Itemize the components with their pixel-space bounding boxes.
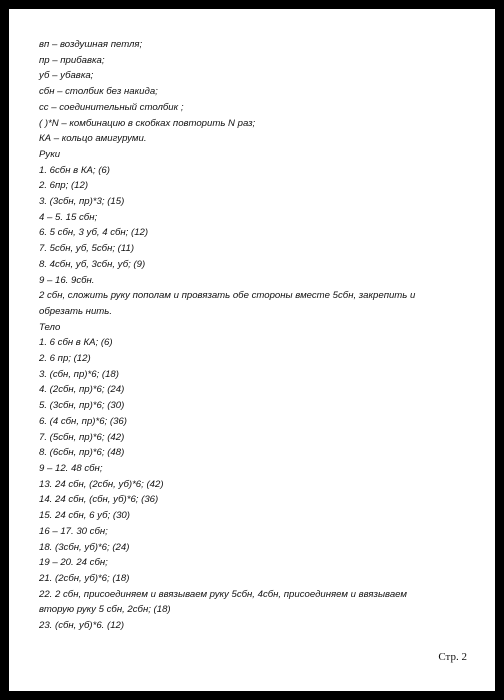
text-line: ( )*N – комбинацию в скобках повторить N раз; — [39, 117, 256, 129]
text-line: вторую руку 5 сбн, 2сбн; (18) — [39, 604, 171, 616]
text-line: 19 – 20. 24 сбн; — [39, 557, 108, 569]
text-line: 8. (6сбн, пр)*6; (48) — [39, 447, 125, 459]
text-line: 6. (4 сбн, пр)*6; (36) — [39, 415, 127, 427]
text-line: 1. 6 сбн в КА; (6) — [39, 337, 113, 349]
text-line: сс – соединительный столбик ; — [39, 101, 184, 113]
text-line: 3. (сбн, пр)*6; (18) — [39, 368, 119, 380]
text-line: 4 – 5. 15 сбн; — [39, 211, 98, 223]
document-page — [9, 9, 495, 691]
text-line: 5. (3сбн, пр)*6; (30) — [39, 400, 125, 412]
text-line: 7. 5сбн, уб, 5сбн; (11) — [39, 243, 135, 255]
text-line: сбн – столбик без накида; — [39, 86, 158, 98]
text-line: КА – кольцо амигуруми. — [39, 133, 147, 145]
text-line: вп – воздушная петля; — [39, 39, 143, 50]
text-line: 23. (сбн, уб)*6. (12) — [39, 620, 125, 632]
text-line: 8. 4сбн, уб, 3сбн, уб; (9) — [39, 258, 146, 270]
text-line: 2. 6пр; (12) — [39, 180, 89, 192]
text-line: 2. 6 пр; (12) — [39, 353, 91, 365]
text-line: 21. (2сбн, уб)*6; (18) — [39, 572, 130, 584]
text-line: пр – прибавка; — [39, 54, 105, 66]
text-line: 13. 24 сбн, (2сбн, уб)*6; (42) — [39, 478, 164, 490]
text-line: 3. (3сбн, пр)*3; (15) — [39, 196, 125, 208]
text-line: 7. (5сбн, пр)*6; (42) — [39, 431, 125, 443]
text-line: 6. 5 сбн, 3 уб, 4 сбн; (12) — [39, 227, 149, 239]
text-line: 15. 24 сбн, 6 уб; (30) — [39, 510, 130, 522]
text-line: Тело — [39, 321, 61, 333]
text-line: 2 сбн, сложить руку пополам и провязать обе стороны вместе 5сбн, закрепить и — [39, 290, 416, 302]
document-body — [39, 37, 475, 634]
text-line: 14. 24 сбн, (сбн, уб)*6; (36) — [39, 494, 159, 506]
text-line: Руки — [39, 148, 61, 160]
text-line: обрезать нить. — [39, 305, 113, 317]
text-line: 16 – 17. 30 сбн; — [39, 525, 108, 537]
text-line: 22. 2 сбн, присоединяем и ввязываем руку 5сбн, 4сбн, присоединяем и ввязываем — [39, 588, 407, 600]
text-line: 9 – 12. 48 сбн; — [39, 462, 103, 474]
text-line: 9 – 16. 9сбн. — [39, 274, 95, 286]
text-line: уб – убавка; — [39, 70, 94, 82]
text-line: 18. (3сбн, уб)*6; (24) — [39, 541, 130, 553]
page-number: Стр. 2 — [438, 651, 467, 663]
text-line: 1. 6сбн в КА; (6) — [39, 164, 110, 176]
text-line: 4. (2сбн, пр)*6; (24) — [39, 384, 125, 396]
